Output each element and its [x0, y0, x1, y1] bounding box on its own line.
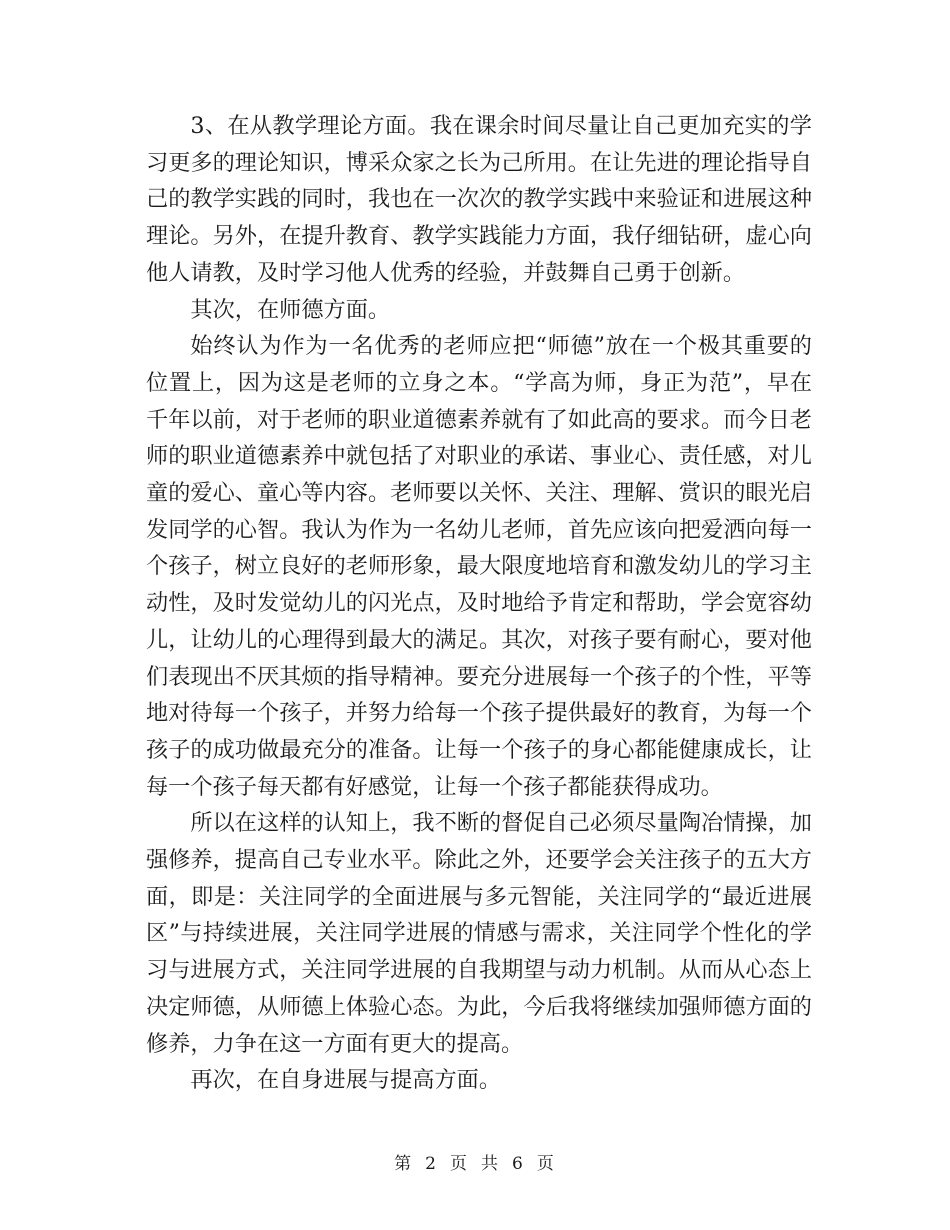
- document-body: [146, 108, 812, 1099]
- footer-suffix: 页: [536, 1154, 556, 1174]
- paragraph-ethics-heading: 其次，在师德方面。: [190, 296, 391, 323]
- footer-current-page: 2: [425, 1154, 438, 1174]
- footer-total-label: 共: [481, 1154, 500, 1174]
- footer-page-word: 页: [450, 1154, 469, 1174]
- footer-prefix: 第: [394, 1154, 414, 1174]
- page-number-footer: [0, 1152, 950, 1176]
- paragraph-teacher-ethics: 始终认为作为一名优秀的老师应把“师德”放在一个极其重要的位置上，因为这是老师的立身之本。“学高为师，身正为范”，早在千年以前，对于老师的职业道德素养就有了如此高的要求。而今日老师的职业道德素养中就包括了对职业的承诺、事业心、责任感，对儿童的爱心、童心等内容。老师要以关怀、关注、理解、赏识的眼光启发同学的心智。我认为作为一名幼儿老师，首先应该向把爱洒向每一个孩子，树立良好的老师形象，最大限度地培育和激发幼儿的学习主动性，及时发觉幼儿的闪光点，及时地给予肯定和帮助，学会宽容幼儿，让幼儿的心理得到最大的满足。其次，对孩子要有耐心，要对他们表现出不厌其烦的指导精神。要充分进展每一个孩子的个性，平等地对待每一个孩子，并努力给每一个孩子提供最好的教育，为每一个孩子的成功做最充分的准备。让每一个孩子的身心都能健康成长，让每一个孩子每天都有好感觉，让每一个孩子都能获得成功。: [146, 333, 812, 800]
- paragraph-development-heading: 再次，在自身进展与提高方面。: [190, 1067, 502, 1094]
- paragraph-self-cultivation: 所以在这样的认知上，我不断的督促自己必须尽量陶冶情操，加强修养，提高自己专业水平。除此之外，还要学会关注孩子的五大方面，即是：关注同学的全面进展与多元智能，关注同学的“最近进展区”与持续进展，关注同学进展的情感与需求，关注同学个性化的学习与进展方式，关注同学进展的自我期望与动力机制。从而从心态上决定师德，从师德上体验心态。为此，今后我将继续加强师德方面的修养，力争在这一方面有更大的提高。: [146, 810, 812, 1057]
- footer-total-pages: 6: [512, 1154, 525, 1174]
- paragraph-teaching-theory: 3、在从教学理论方面。我在课余时间尽量让自己更加充实的学习更多的理论知识，博采众家之长为己所用。在让先进的理论指导自己的教学实践的同时，我也在一次次的教学实践中来验证和进展这种理论。另外，在提升教育、教学实践能力方面，我仔细钻研，虚心向他人请教，及时学习他人优秀的经验，并鼓舞自己勇于创新。: [146, 113, 812, 286]
